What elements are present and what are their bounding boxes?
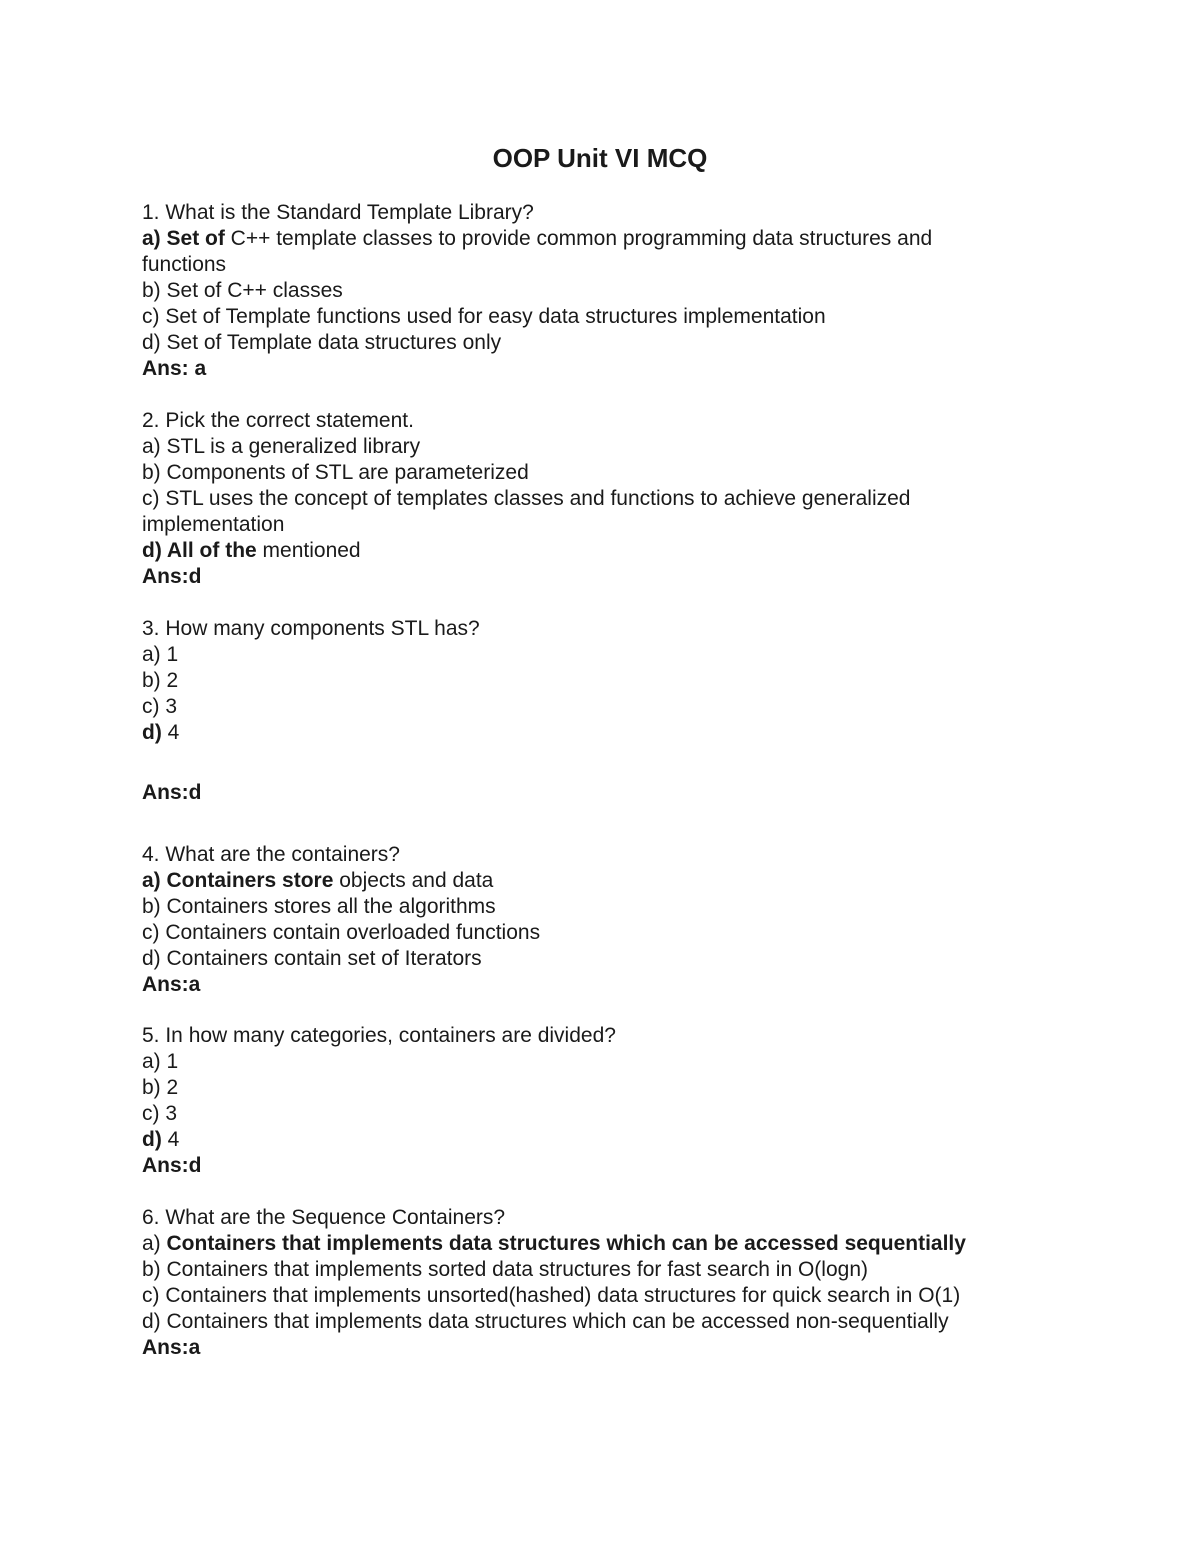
q3-option-b: b) 2 [142,669,179,692]
q2-answer: Ans:d [142,565,202,588]
q1-answer: Ans: a [142,357,207,380]
q5-option-d [142,1127,179,1153]
q1-option-a-bold: a) Set of [142,227,225,250]
question-5: 5. In how many categories, containers are divided? [142,1024,616,1047]
q5-option-d-bold: d) [142,1128,162,1151]
q6-option-c: c) Containers that implements unsorted(hashed) data structures for quick search in O(1) [142,1284,961,1307]
q1-option-c: c) Set of Template functions used for easy data structures implementation [142,305,826,328]
q3-option-d [142,720,179,746]
q2-option-c: c) STL uses the concept of templates classes and functions to achieve generalized [142,487,911,510]
q2-option-d-text: mentioned [256,539,361,562]
q4-option-a-bold: a) Containers store [142,869,334,892]
q3-option-a: a) 1 [142,643,179,666]
q3-option-d-bold: d) [142,721,162,744]
q2-option-a: a) STL is a generalized library [142,435,421,458]
q5-option-a: a) 1 [142,1050,179,1073]
q6-option-a [142,1231,966,1257]
q4-option-d: d) Containers contain set of Iterators [142,947,482,970]
q1-option-b: b) Set of C++ classes [142,279,343,302]
q1-option-a-text: C++ template classes to provide common programming data structures and [224,227,933,250]
q6-option-a-bold: Containers that implements data structures which can be accessed sequentially [166,1232,966,1255]
q4-option-b: b) Containers stores all the algorithms [142,895,496,918]
q2-option-b: b) Components of STL are parameterized [142,461,529,484]
question-2: 2. Pick the correct statement. [142,409,414,432]
q4-option-a-text: objects and data [333,869,494,892]
q3-option-d-text: 4 [161,721,180,744]
q6-option-a-prefix: a) [142,1232,167,1255]
q1-option-a-continued: functions [142,253,227,276]
q1-option-d: d) Set of Template data structures only [142,331,502,354]
page-title: OOP Unit VI MCQ [492,143,708,173]
q3-answer: Ans:d [142,781,202,804]
q6-option-b: b) Containers that implements sorted data structures for fast search in O(logn) [142,1258,868,1281]
q5-answer: Ans:d [142,1154,202,1177]
q5-option-d-text: 4 [161,1128,180,1151]
q6-answer: Ans:a [142,1336,201,1359]
q2-option-c-continued: implementation [142,513,285,536]
q2-option-d [142,538,361,564]
q4-option-a [142,868,493,894]
question-4: 4. What are the containers? [142,843,400,866]
q2-option-d-bold: d) All of the [142,539,257,562]
q1-option-a [142,226,932,252]
question-3: 3. How many components STL has? [142,617,480,640]
question-6: 6. What are the Sequence Containers? [142,1206,506,1229]
q5-option-b: b) 2 [142,1076,179,1099]
q5-option-c: c) 3 [142,1102,178,1125]
q3-option-c: c) 3 [142,695,178,718]
q6-option-d: d) Containers that implements data structures which can be accessed non-sequentially [142,1310,949,1333]
q4-answer: Ans:a [142,973,201,996]
question-1: 1. What is the Standard Template Library? [142,201,534,224]
q4-option-c: c) Containers contain overloaded functions [142,921,541,944]
